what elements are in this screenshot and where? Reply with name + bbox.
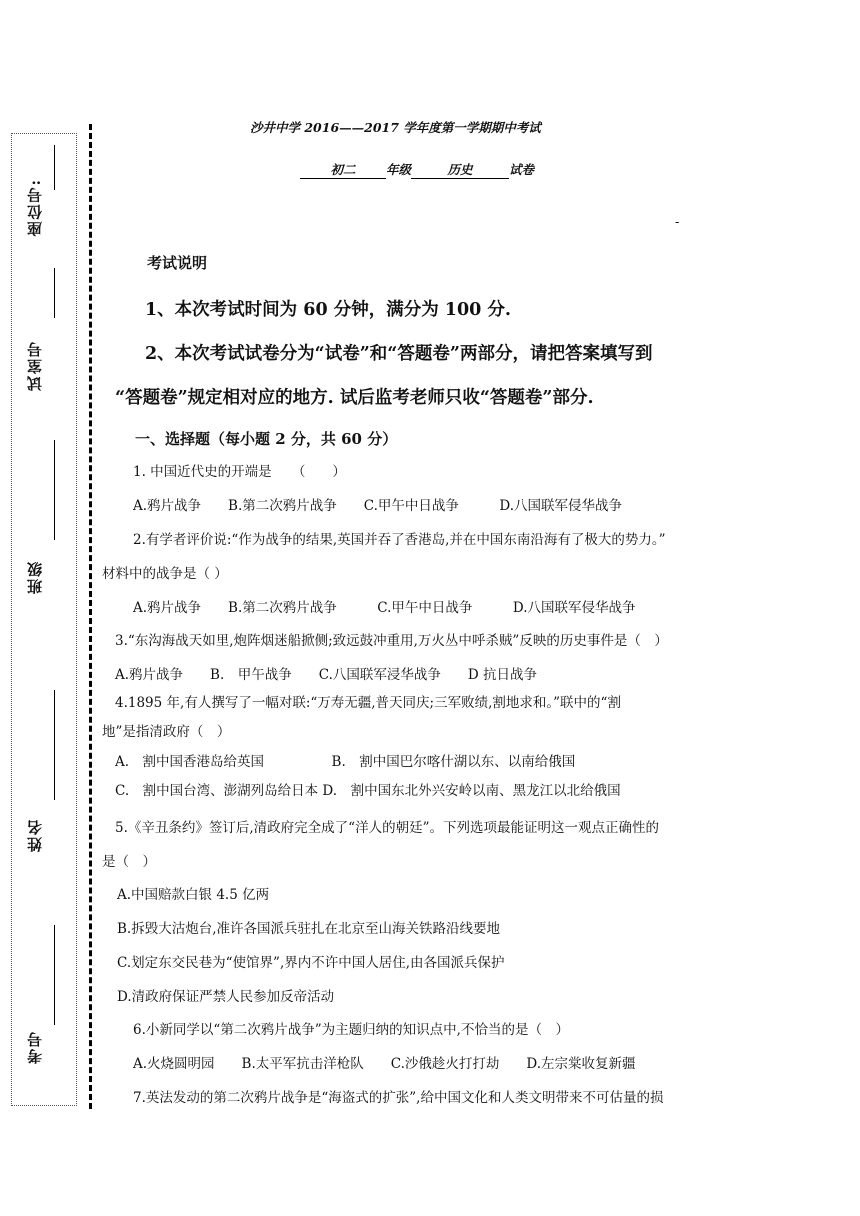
question-7-stem: 7.英法发动的第二次鸦片战争是“海盗式的扩张”,给中国文化和人类文明带来不可估量的损 (133, 1090, 664, 1106)
question-1-stem: 1. 中国近代史的开端是 （ ） (133, 464, 346, 480)
question-5-option-d: D.清政府保证严禁人民参加反帝活动 (117, 989, 335, 1005)
grade-suffix: 年级 (386, 162, 412, 177)
exam-title: 沙井中学 2016——2017 学年度第一学期期中考试 (250, 120, 541, 135)
exam-number-line (54, 925, 55, 1025)
class-label: 班级 (26, 560, 44, 594)
instruction-item-1: 1、本次考试时间为 60 分钟，满分为 100 分. (145, 300, 512, 320)
subject-field: 历史 (411, 160, 509, 179)
question-4-stem: 4.1895 年,有人撰写了一幅对联:“万寿无疆,普天同庆;三军败绩,割地求和。”联中的“割 (115, 695, 621, 711)
question-3-options: A.鸦片战争 B. 甲午战争 C.八国联军浸华战争 D 抗日战争 (115, 667, 538, 683)
binding-box (11, 133, 77, 1106)
instruction-item-2-line1: 2、本次考试试卷分为“试卷”和“答题卷”两部分，请把答案填写到 (145, 344, 653, 364)
question-2-stem-cont: 材料中的战争是（ ） (102, 566, 228, 582)
cut-line (89, 124, 92, 1109)
instruction-item-2-line2: “答题卷”规定相对应的地方. 试后监考老师只收“答题卷”部分. (115, 388, 594, 408)
question-1-options: A.鸦片战争 B.第二次鸦片战争 C.甲午中日战争 D.八国联军侵华战争 (133, 498, 623, 514)
question-5-option-b: B.拆毁大沽炮台,准许各国派兵驻扎在北京至山海关铁路沿线要地 (117, 921, 501, 937)
question-5-stem: 5.《辛丑条约》签订后,清政府完全成了“洋人的朝廷”。下列选项最能证明这一观点正确性的 (115, 820, 659, 836)
question-6-options: A.火烧圆明园 B.太平军抗击洋枪队 C.沙俄趁火打打劫 D.左宗棠收复新疆 (133, 1056, 636, 1072)
instructions-heading: 考试说明 (147, 254, 208, 272)
question-4-options-ab: A. 割中国香港岛给英国 B. 割中国巴尔喀什湖以东、以南给俄国 (115, 754, 576, 770)
question-4-options-cd: C. 割中国台湾、澎湖列岛给日本 D. 割中国东北外兴安岭以南、黑龙江以北给俄国 (115, 783, 621, 799)
question-3-stem: 3.“东沟海战天如里,炮阵烟迷船掀侧;致远鼓冲重用,万火丛中呼杀贼”反映的历史事件是（ ） (115, 633, 668, 649)
name-label: 姓名 (26, 818, 44, 852)
section-title: 一、选择题（每小题 2 分，共 60 分） (135, 430, 398, 448)
question-5-option-a: A.中国赔款白银 4.5 亿两 (117, 887, 270, 903)
question-4-stem-cont: 地”是指清政府（ ） (102, 724, 231, 740)
grade-field: 初二 (300, 160, 386, 179)
exam-number-label: 考号 (26, 1030, 44, 1064)
question-5-stem-cont: 是（ ） (102, 854, 156, 870)
paper-suffix: 试卷 (509, 162, 535, 177)
grade-subject-line (300, 160, 534, 179)
name-line (54, 690, 55, 800)
question-2-stem: 2.有学者评价说:“作为战争的结果,英国并吞了香港岛,并在中国东南沿海有了极大的势力。” (133, 532, 666, 548)
question-5-option-c: C.划定东交民巷为“使馆界”,界内不许中国人居住,由各国派兵保护 (117, 955, 505, 971)
stray-dash: - (675, 215, 680, 230)
class-line (54, 440, 55, 540)
room-line (54, 268, 55, 318)
question-2-options: A.鸦片战争 B.第二次鸦片战争 C.甲午中日战争 D.八国联军侵华战争 (133, 600, 636, 616)
exam-room-label: 试室号 (26, 340, 44, 391)
seat-number-label: 座位号: (26, 178, 44, 237)
question-6-stem: 6.小新同学以“第二次鸦片战争”为主题归纳的知识点中,不恰当的是（ ） (133, 1022, 569, 1038)
